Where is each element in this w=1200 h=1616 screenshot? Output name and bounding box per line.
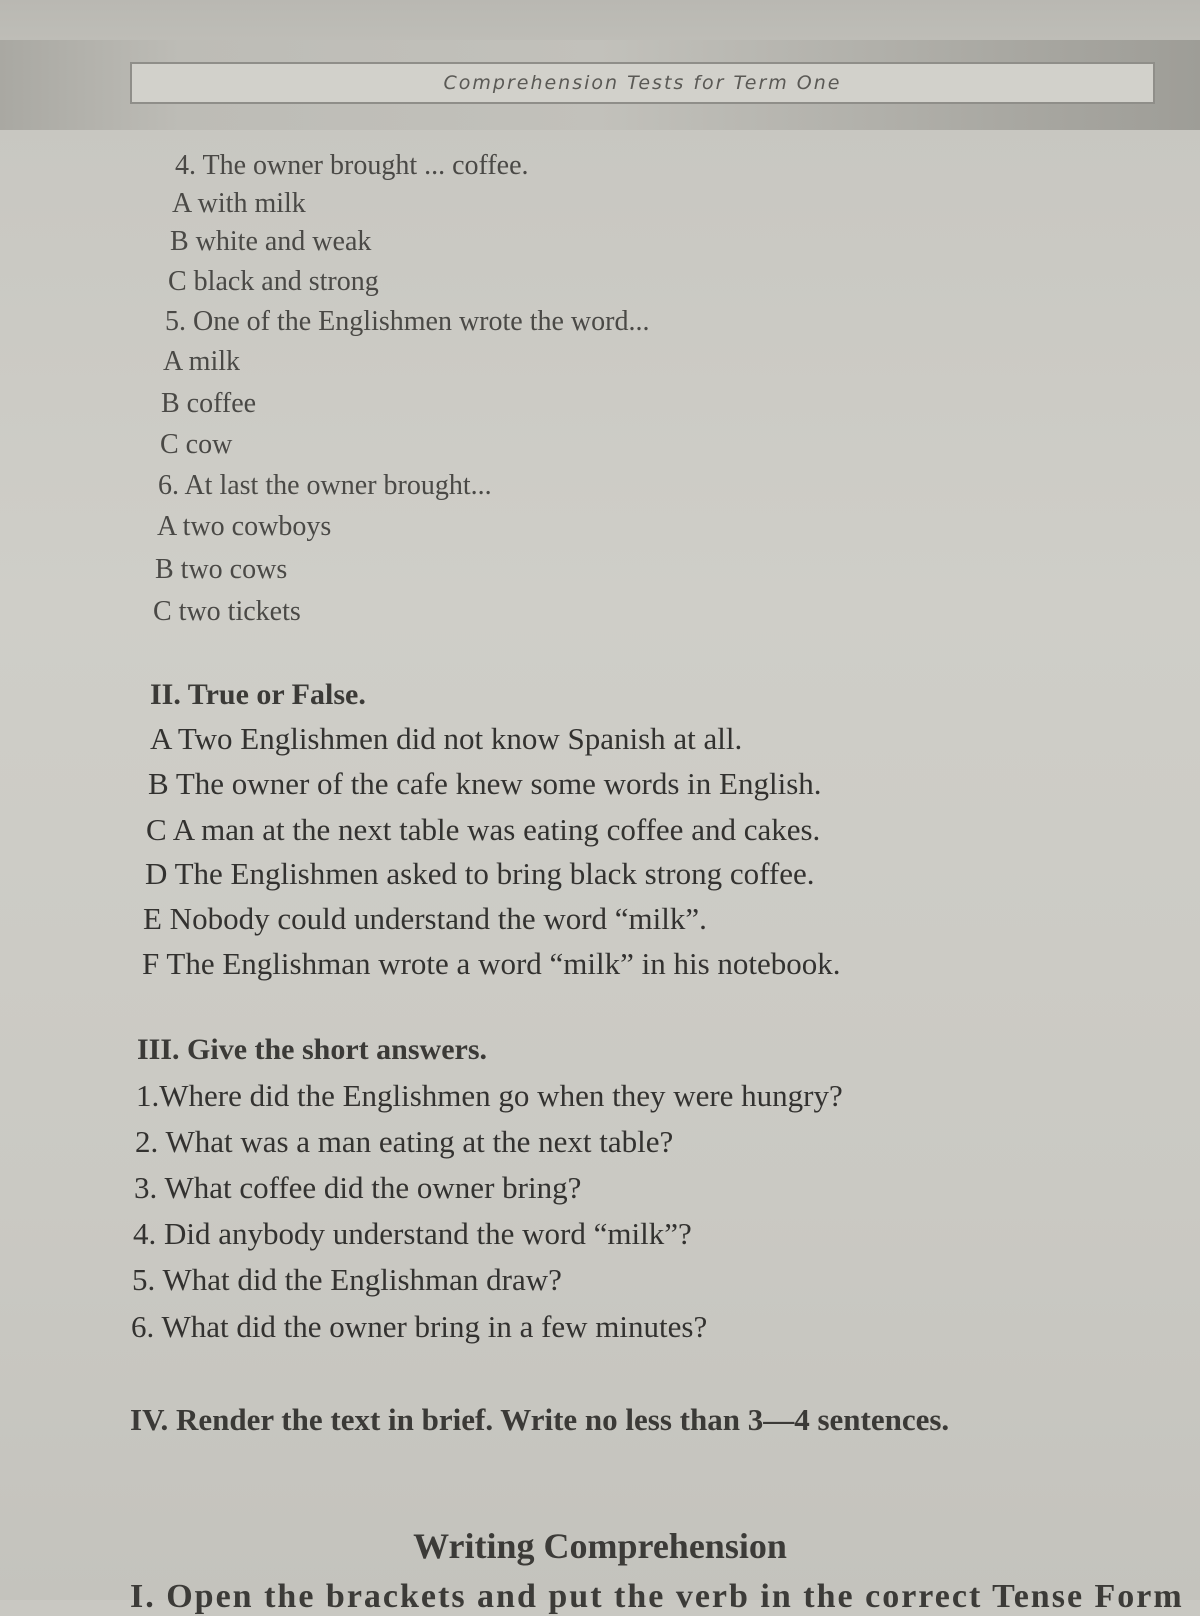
question-5-option-b: B coffee [161, 388, 257, 419]
short-answer-question: 2. What was a man eating at the next table? [135, 1124, 674, 1159]
short-answer-question: 5. What did the Englishman draw? [132, 1262, 562, 1297]
question-4-option-b: B white and weak [170, 226, 372, 257]
writing-task-1-text: I. Open the brackets and put the verb in the correct Tense Form [130, 1578, 1184, 1615]
question-6-option-a: A two cowboys [157, 511, 332, 542]
writing-comprehension-title: Writing Comprehension [413, 1526, 787, 1566]
question-5-option-a: A milk [163, 346, 241, 377]
running-header-title: Comprehension Tests for Term One [443, 72, 842, 94]
true-false-item: B The owner of the cafe knew some words in English. [148, 766, 822, 801]
true-false-item: A Two Englishmen did not know Spanish at all. [150, 721, 743, 756]
running-header [130, 62, 1155, 104]
true-false-item: D The Englishmen asked to bring black strong coffee. [145, 856, 815, 891]
question-4-option-a: A with milk [172, 188, 306, 219]
question-5-stem: 5. One of the Englishmen wrote the word... [165, 306, 650, 337]
question-6-option-c: C two tickets [153, 596, 301, 627]
true-false-item: F The Englishman wrote a word “milk” in his notebook. [142, 946, 841, 981]
question-6-option-b: B two cows [155, 554, 288, 585]
true-false-item: E Nobody could understand the word “milk”. [143, 901, 707, 936]
question-5-option-c: C cow [160, 429, 233, 460]
question-4-stem: 4. The owner brought ... coffee. [175, 150, 529, 181]
short-answer-question: 3. What coffee did the owner bring? [134, 1170, 582, 1205]
short-answer-question: 6. What did the owner bring in a few minutes? [131, 1309, 708, 1344]
section-iv-heading: IV. Render the text in brief. Write no less than 3—4 sentences. [130, 1402, 950, 1437]
question-6-stem: 6. At last the owner brought... [158, 470, 492, 501]
short-answer-question: 4. Did anybody understand the word “milk”? [133, 1216, 692, 1251]
question-4-option-c: C black and strong [168, 266, 379, 297]
true-false-item: C A man at the next table was eating coffee and cakes. [146, 812, 821, 847]
short-answer-question: 1.Where did the Englishmen go when they were hungry? [136, 1078, 843, 1113]
section-iii-heading: III. Give the short answers. [137, 1033, 487, 1066]
section-ii-heading: II. True or False. [150, 678, 366, 711]
